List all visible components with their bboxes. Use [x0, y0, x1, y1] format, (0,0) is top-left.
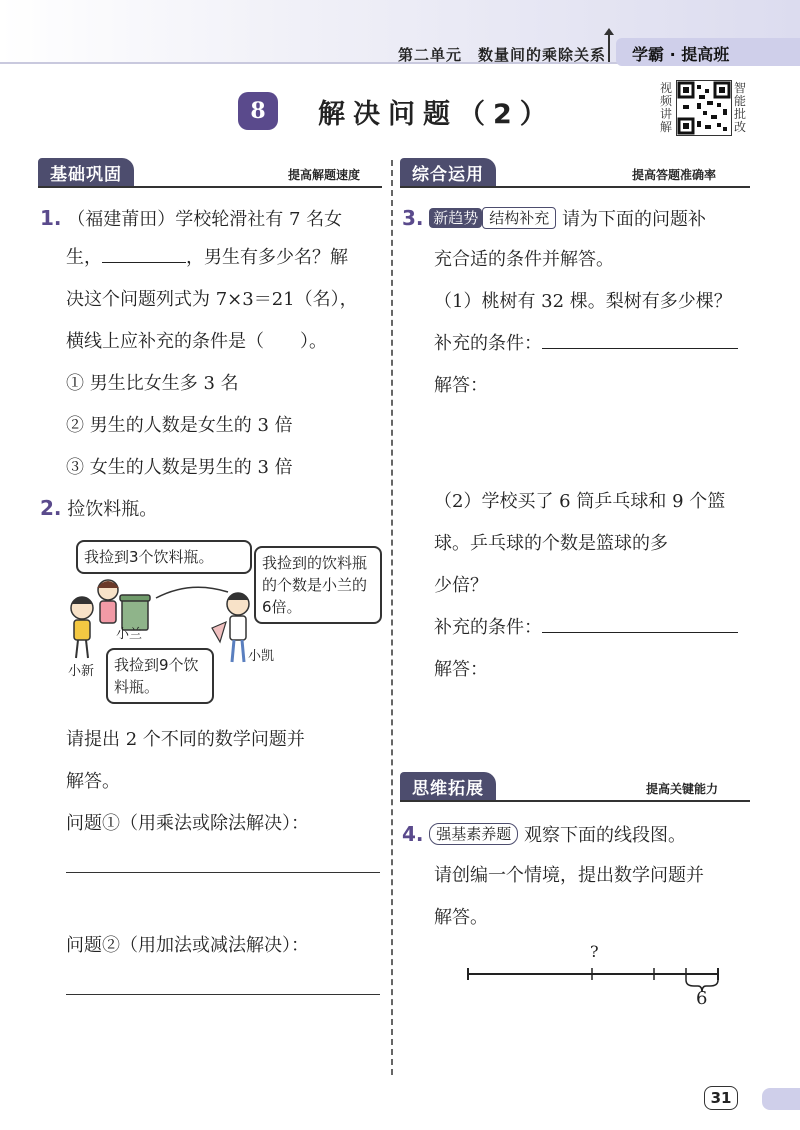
lesson-number-badge: 8	[238, 92, 278, 130]
cond-label-1: 补充的条件：	[434, 333, 542, 354]
label-xiaoxin: 小新	[68, 664, 95, 679]
speech-bubble-xiaokai: 我捡到的饮料瓶的个数是小兰的6倍。	[254, 546, 382, 624]
question-4-number: 4.	[402, 822, 424, 846]
cond-label-2: 补充的条件：	[434, 617, 542, 638]
segment-label-six: 6	[696, 988, 708, 1009]
question-3-answer1: 解答：	[434, 375, 488, 396]
question-3-number: 3.	[402, 206, 424, 230]
column-divider	[391, 160, 393, 1075]
question-3-text1: 请为下面的问题补	[562, 209, 707, 230]
question-3-part1: （1）桃树有 32 棵。梨树有多少棵？	[434, 291, 732, 312]
page-number: 31	[704, 1086, 738, 1110]
question-3-cond1	[434, 324, 738, 364]
question-2-sub1: 问题①（用乘法或除法解决）：	[66, 813, 309, 834]
page-tab	[762, 1088, 800, 1110]
question-2-number: 2.	[40, 496, 62, 520]
segment-question-mark: ?	[590, 942, 599, 961]
section-rule-expand	[400, 800, 750, 802]
section-tag-basic: 基础巩固	[38, 158, 134, 186]
question-3-line1	[402, 198, 706, 240]
qr-right-label: 智能批改	[733, 81, 746, 134]
cond-blank-2[interactable]	[542, 614, 738, 633]
question-3-part2-line1: （2）学校买了 6 筒乒乓球和 9 个篮	[434, 491, 726, 512]
question-4-text1: 观察下面的线段图。	[524, 825, 686, 846]
question-1-line1	[40, 198, 342, 240]
question-1-option-2[interactable]: ② 男生的人数是女生的 3 倍	[66, 415, 293, 436]
boy-xiaoxin-icon	[71, 597, 93, 658]
question-4-line3: 解答。	[434, 907, 488, 928]
question-1-line4: 横线上应补充的条件是（ ）。	[66, 331, 327, 352]
cond-blank-1[interactable]	[542, 330, 738, 349]
question-3-part2-line2: 球。乒乓球的个数是篮球的多	[434, 533, 668, 554]
label-xiaolan: 小兰	[116, 627, 143, 642]
brand-label: 学霸 · 提高班	[632, 45, 730, 64]
question-1-text1: （福建莆田）学校轮滑社有 7 名女	[67, 209, 343, 230]
answer-line-2[interactable]	[66, 994, 380, 995]
speech-bubble-xiaoxin: 我捡到9个饮料瓶。	[106, 648, 214, 704]
kids-illustration	[60, 570, 260, 670]
question-1-text2b: ，男生有多少名？解	[186, 247, 348, 268]
question-2-title: 捡饮料瓶。	[67, 499, 158, 520]
unit-title: 第二单元 数量间的乘除关系	[398, 46, 607, 64]
question-1-option-3[interactable]: ③ 女生的人数是男生的 3 倍	[66, 457, 293, 478]
question-3-part2-line3: 少倍？	[434, 575, 488, 596]
question-3-line2: 充合适的条件并解答。	[434, 249, 614, 270]
question-1-line2	[66, 238, 348, 278]
tag-core-literacy: 强基素养题	[429, 823, 518, 845]
question-4-line1	[402, 814, 686, 856]
question-1-number: 1.	[40, 206, 62, 230]
section-subtitle-applied: 提高答题准确率	[632, 168, 717, 182]
qr-code[interactable]	[676, 80, 732, 136]
question-2-line1	[40, 488, 157, 530]
up-arrow-icon	[608, 34, 610, 62]
answer-line-1[interactable]	[66, 872, 380, 873]
lesson-title: 解决问题（2）	[318, 99, 555, 130]
qr-left-label: 视频讲解	[659, 81, 672, 134]
question-2-sub2: 问题②（用加法或减法解决）：	[66, 935, 309, 956]
section-subtitle-expand: 提高关键能力	[646, 782, 719, 796]
section-rule-basic	[38, 186, 382, 188]
question-1-text2a: 生，	[66, 247, 102, 268]
section-rule-applied	[400, 186, 750, 188]
section-tag-expand: 思维拓展	[400, 772, 496, 800]
question-2-prompt1: 请提出 2 个不同的数学问题并	[66, 729, 305, 750]
speech-bubble-xiaolan: 我捡到3个饮料瓶。	[76, 540, 252, 574]
question-1-option-1[interactable]: ① 男生比女生多 3 名	[66, 373, 239, 394]
tag-structure: 结构补充	[482, 207, 556, 229]
question-4-line2: 请创编一个情境，提出数学问题并	[434, 865, 704, 886]
question-2-prompt2: 解答。	[66, 771, 120, 792]
qr-pattern-icon	[677, 81, 731, 135]
boy-xiaokai-icon	[212, 593, 249, 662]
section-subtitle-basic: 提高解题速度	[288, 168, 361, 182]
question-3-cond2	[434, 608, 738, 648]
section-tag-applied: 综合运用	[400, 158, 496, 186]
question-1-blank[interactable]	[102, 244, 186, 263]
question-3-answer2: 解答：	[434, 659, 488, 680]
label-xiaokai: 小凯	[248, 649, 275, 664]
girl-xiaolan-icon	[97, 580, 119, 623]
tag-new-trend: 新趋势	[429, 208, 482, 228]
question-1-line3: 决这个问题列式为 7×3＝21（名），	[66, 289, 358, 310]
